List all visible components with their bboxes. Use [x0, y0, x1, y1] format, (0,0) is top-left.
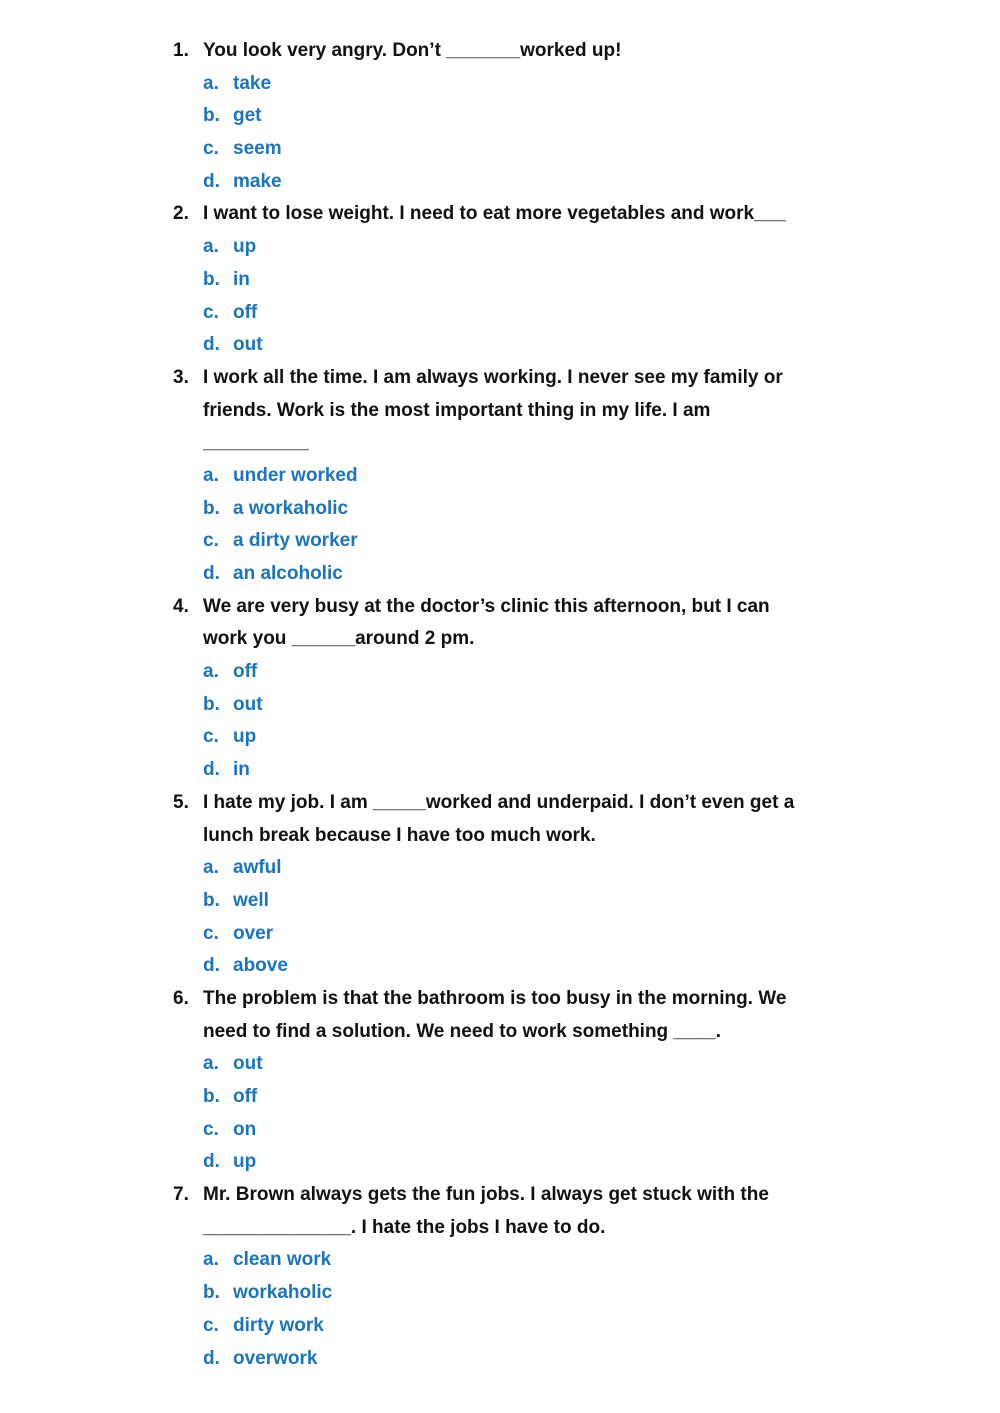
- answer-option[interactable]: [173, 689, 953, 722]
- question-2: [173, 198, 953, 361]
- answer-option[interactable]: [173, 754, 953, 787]
- option-letter: b.: [203, 889, 220, 911]
- option-letter: c.: [203, 922, 219, 944]
- question-5: [173, 787, 953, 983]
- question-line: [173, 198, 953, 231]
- answer-option[interactable]: [173, 264, 953, 297]
- option-text: in: [233, 268, 250, 290]
- question-text: I hate my job. I am _____worked and underpaid. I don’t even get a: [203, 791, 795, 813]
- option-text: a dirty worker: [233, 530, 358, 552]
- option-letter: d.: [203, 334, 220, 356]
- option-letter: d.: [203, 1347, 220, 1369]
- question-line: [173, 1179, 953, 1212]
- option-text: up: [233, 236, 257, 258]
- option-text: out: [233, 1053, 263, 1075]
- question-number: 1.: [173, 40, 189, 61]
- option-letter: b.: [203, 693, 220, 715]
- question-text: We are very busy at the doctor’s clinic this afternoon, but I can: [203, 595, 770, 617]
- answer-option[interactable]: [173, 1244, 953, 1277]
- option-letter: b.: [203, 1282, 220, 1304]
- question-line: [173, 427, 953, 460]
- question-text: work you ______around 2 pm.: [203, 628, 475, 650]
- question-line: [173, 1016, 953, 1049]
- question-line: [173, 35, 953, 68]
- question-7: [173, 1179, 953, 1375]
- option-text: awful: [233, 857, 282, 879]
- option-letter: c.: [203, 1314, 219, 1336]
- option-text: in: [233, 759, 250, 781]
- answer-option[interactable]: [173, 558, 953, 591]
- question-text: friends. Work is the most important thing in my life. I am: [203, 399, 711, 421]
- option-text: dirty work: [233, 1314, 324, 1336]
- option-text: out: [233, 693, 263, 715]
- question-line: [173, 820, 953, 853]
- answer-option[interactable]: [173, 1048, 953, 1081]
- question-line: [173, 787, 953, 820]
- answer-option[interactable]: [173, 133, 953, 166]
- answer-option[interactable]: [173, 852, 953, 885]
- answer-option[interactable]: [173, 1310, 953, 1343]
- question-line: [173, 983, 953, 1016]
- option-letter: b.: [203, 1086, 220, 1107]
- option-letter: a.: [203, 661, 219, 683]
- question-number: 3.: [173, 366, 189, 388]
- question-text: I want to lose weight. I need to eat more vegetables and work___: [203, 203, 786, 225]
- answer-option[interactable]: [173, 166, 953, 199]
- answer-option[interactable]: [173, 918, 953, 951]
- option-text: take: [233, 72, 272, 94]
- option-text: off: [233, 301, 258, 323]
- option-text: well: [233, 889, 269, 911]
- option-letter: b.: [203, 497, 220, 519]
- option-text: an alcoholic: [233, 563, 343, 584]
- answer-option[interactable]: [173, 1146, 953, 1179]
- question-line: [173, 395, 953, 428]
- answer-option[interactable]: [173, 68, 953, 101]
- option-text: above: [233, 955, 288, 977]
- question-3: [173, 362, 953, 591]
- answer-option[interactable]: [173, 100, 953, 133]
- answer-option[interactable]: [173, 1343, 953, 1376]
- question-number: 5.: [173, 791, 189, 813]
- option-text: on: [233, 1118, 257, 1140]
- question-text: You look very angry. Don’t _______worked up!: [203, 40, 622, 61]
- option-letter: c.: [203, 530, 219, 552]
- option-letter: a.: [203, 72, 219, 94]
- answer-option[interactable]: [173, 329, 953, 362]
- option-text: up: [233, 726, 257, 748]
- option-text: over: [233, 922, 274, 944]
- option-letter: b.: [203, 268, 220, 290]
- option-letter: d.: [203, 1151, 220, 1173]
- quiz-document: [173, 35, 953, 1375]
- question-1: [173, 35, 953, 198]
- question-text: __________: [203, 432, 309, 454]
- question-text: ______________. I hate the jobs I have to do.: [203, 1216, 606, 1238]
- option-text: get: [233, 105, 262, 127]
- option-text: off: [233, 1086, 258, 1107]
- option-text: clean work: [233, 1249, 332, 1271]
- option-letter: d.: [203, 563, 220, 584]
- option-text: under worked: [233, 464, 358, 486]
- option-letter: c.: [203, 1118, 219, 1140]
- option-letter: a.: [203, 236, 219, 258]
- option-text: make: [233, 170, 282, 192]
- answer-option[interactable]: [173, 1081, 953, 1114]
- answer-option[interactable]: [173, 231, 953, 264]
- option-letter: c.: [203, 301, 219, 323]
- option-letter: a.: [203, 857, 219, 879]
- option-text: up: [233, 1151, 257, 1173]
- option-text: a workaholic: [233, 497, 349, 519]
- question-line: [173, 623, 953, 656]
- option-text: overwork: [233, 1347, 318, 1369]
- answer-option[interactable]: [173, 1277, 953, 1310]
- option-text: workaholic: [233, 1282, 333, 1304]
- option-text: out: [233, 334, 263, 356]
- answer-option[interactable]: [173, 525, 953, 558]
- option-letter: a.: [203, 464, 219, 486]
- question-number: 4.: [173, 595, 189, 617]
- option-letter: c.: [203, 138, 219, 160]
- option-letter: c.: [203, 726, 219, 748]
- question-text: lunch break because I have too much work.: [203, 824, 596, 846]
- option-letter: a.: [203, 1053, 219, 1075]
- answer-option[interactable]: [173, 493, 953, 526]
- option-letter: a.: [203, 1249, 219, 1271]
- question-text: need to find a solution. We need to work something ____.: [203, 1020, 721, 1042]
- question-number: 7.: [173, 1184, 189, 1206]
- question-text: The problem is that the bathroom is too busy in the morning. We: [203, 987, 787, 1009]
- question-line: [173, 1212, 953, 1245]
- option-letter: d.: [203, 955, 220, 977]
- option-text: off: [233, 661, 258, 683]
- option-text: seem: [233, 138, 282, 160]
- answer-option[interactable]: [173, 1114, 953, 1147]
- question-line: [173, 362, 953, 395]
- option-letter: d.: [203, 170, 220, 192]
- answer-option[interactable]: [173, 885, 953, 918]
- answer-option[interactable]: [173, 656, 953, 689]
- question-number: 2.: [173, 203, 189, 225]
- answer-option[interactable]: [173, 297, 953, 330]
- question-4: [173, 591, 953, 787]
- question-text: Mr. Brown always gets the fun jobs. I always get stuck with the: [203, 1184, 769, 1206]
- option-letter: b.: [203, 105, 220, 127]
- answer-option[interactable]: [173, 460, 953, 493]
- answer-option[interactable]: [173, 950, 953, 983]
- question-text: I work all the time. I am always working. I never see my family or: [203, 366, 783, 388]
- question-line: [173, 591, 953, 624]
- answer-option[interactable]: [173, 721, 953, 754]
- option-letter: d.: [203, 759, 220, 781]
- question-number: 6.: [173, 987, 189, 1009]
- question-6: [173, 983, 953, 1179]
